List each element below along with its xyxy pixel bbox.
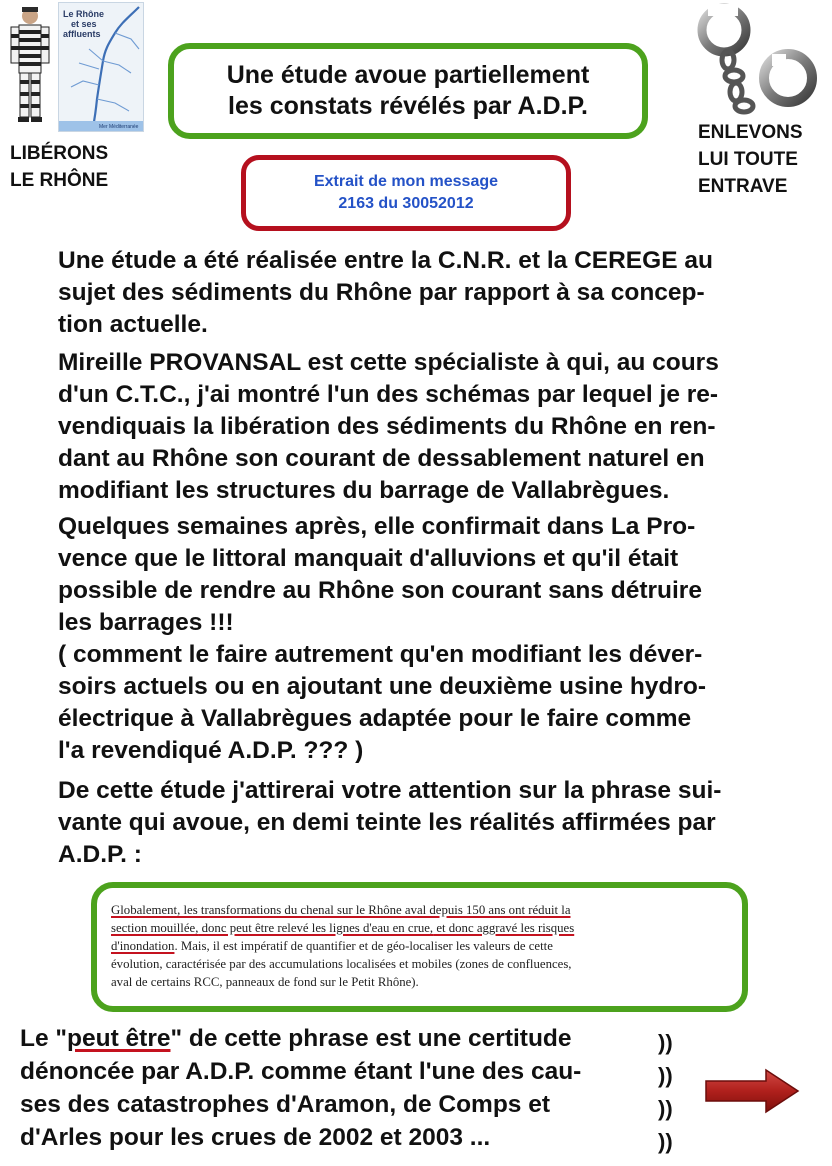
conclusion-text: Le "peut être" de cette phrase est une certitude dénoncée par A.D.P. comme étant l'une des cau- ses des catastrophes d'Aramon, de Comps et d'Arles pour les crues de 2002 et 2003 ... bbox=[20, 1025, 582, 1151]
right-caption: ENLEVONS LUI TOUTE ENTRAVE bbox=[698, 122, 803, 197]
paragraph-4: De cette étude j'attirerai votre attention sur la phrase sui- vante qui avoue, en demi teinte les réalités affirmées par A.D.P. : bbox=[58, 777, 722, 868]
quote-line: section mouillée, donc peut être relevé les lignes d'eau en crue, et donc aggravé les risques bbox=[111, 921, 575, 935]
quote-line: d'inondation. Mais, il est impératif de quantifier et de géo-localiser les valeurs de cette bbox=[111, 939, 553, 953]
broken-shackles-icon bbox=[688, 2, 824, 120]
title-box bbox=[168, 43, 648, 139]
svg-text:Mer Méditerranée: Mer Méditerranée bbox=[99, 124, 139, 130]
left-caption: LIBÉRONS LE RHÔNE bbox=[10, 143, 109, 191]
map-title: Le Rhône et ses affluents bbox=[63, 9, 105, 39]
rhone-map-image bbox=[58, 2, 144, 132]
title-line: les constats révélés par A.D.P. bbox=[228, 92, 588, 120]
closing-parentheses: )) )) )) )) bbox=[658, 1030, 673, 1154]
paragraph-2: Mireille PROVANSAL est cette spécialiste à qui, au cours d'un C.T.C., j'ai montré l'un des schémas par lequel je re- vendiquais la libération des sédiments du Rhône en ren- dant au Rhône son courant de dessablement naturel en modifiant les structures du barrage de Vallabrègues. bbox=[58, 349, 719, 504]
excerpt-line: 2163 du 30052012 bbox=[338, 195, 474, 212]
quote-line: aval de certains RCC, panneaux de fond sur le Petit Rhône). bbox=[111, 975, 419, 989]
excerpt-box bbox=[241, 155, 571, 231]
peut-etre-emphasis: peut être bbox=[67, 1025, 171, 1052]
next-arrow-icon[interactable] bbox=[704, 1068, 800, 1114]
quote-line: évolution, caractérisée par des accumulations localisées et mobiles (zones de confluences, bbox=[111, 957, 572, 971]
title-line: Une étude avoue partiellement bbox=[226, 61, 590, 89]
quote-line: Globalement, les transformations du chenal sur le Rhône aval depuis 150 ans ont réduit la bbox=[111, 903, 571, 917]
prisoner-figure-icon bbox=[8, 4, 52, 124]
quote-box bbox=[91, 882, 748, 1012]
excerpt-line: Extrait de mon message bbox=[313, 173, 499, 190]
paragraph-1: Une étude a été réalisée entre la C.N.R. et la CEREGE au sujet des sédiments du Rhône par rapport à sa concep- tion actuelle. bbox=[58, 247, 713, 338]
paragraph-3: Quelques semaines après, elle confirmait dans La Pro- vence que le littoral manquait d'alluvions et qu'il était possible de rendre au Rhône son courant sans détruire les barrages !!! ( comment le faire autrement qu'en modifiant les déver- soirs actuels ou en ajoutant une deuxième usine hydro- électrique à Vallabrègues adaptée pour le faire comme l'a revendiqué A.D.P. ??? ) bbox=[58, 513, 707, 764]
